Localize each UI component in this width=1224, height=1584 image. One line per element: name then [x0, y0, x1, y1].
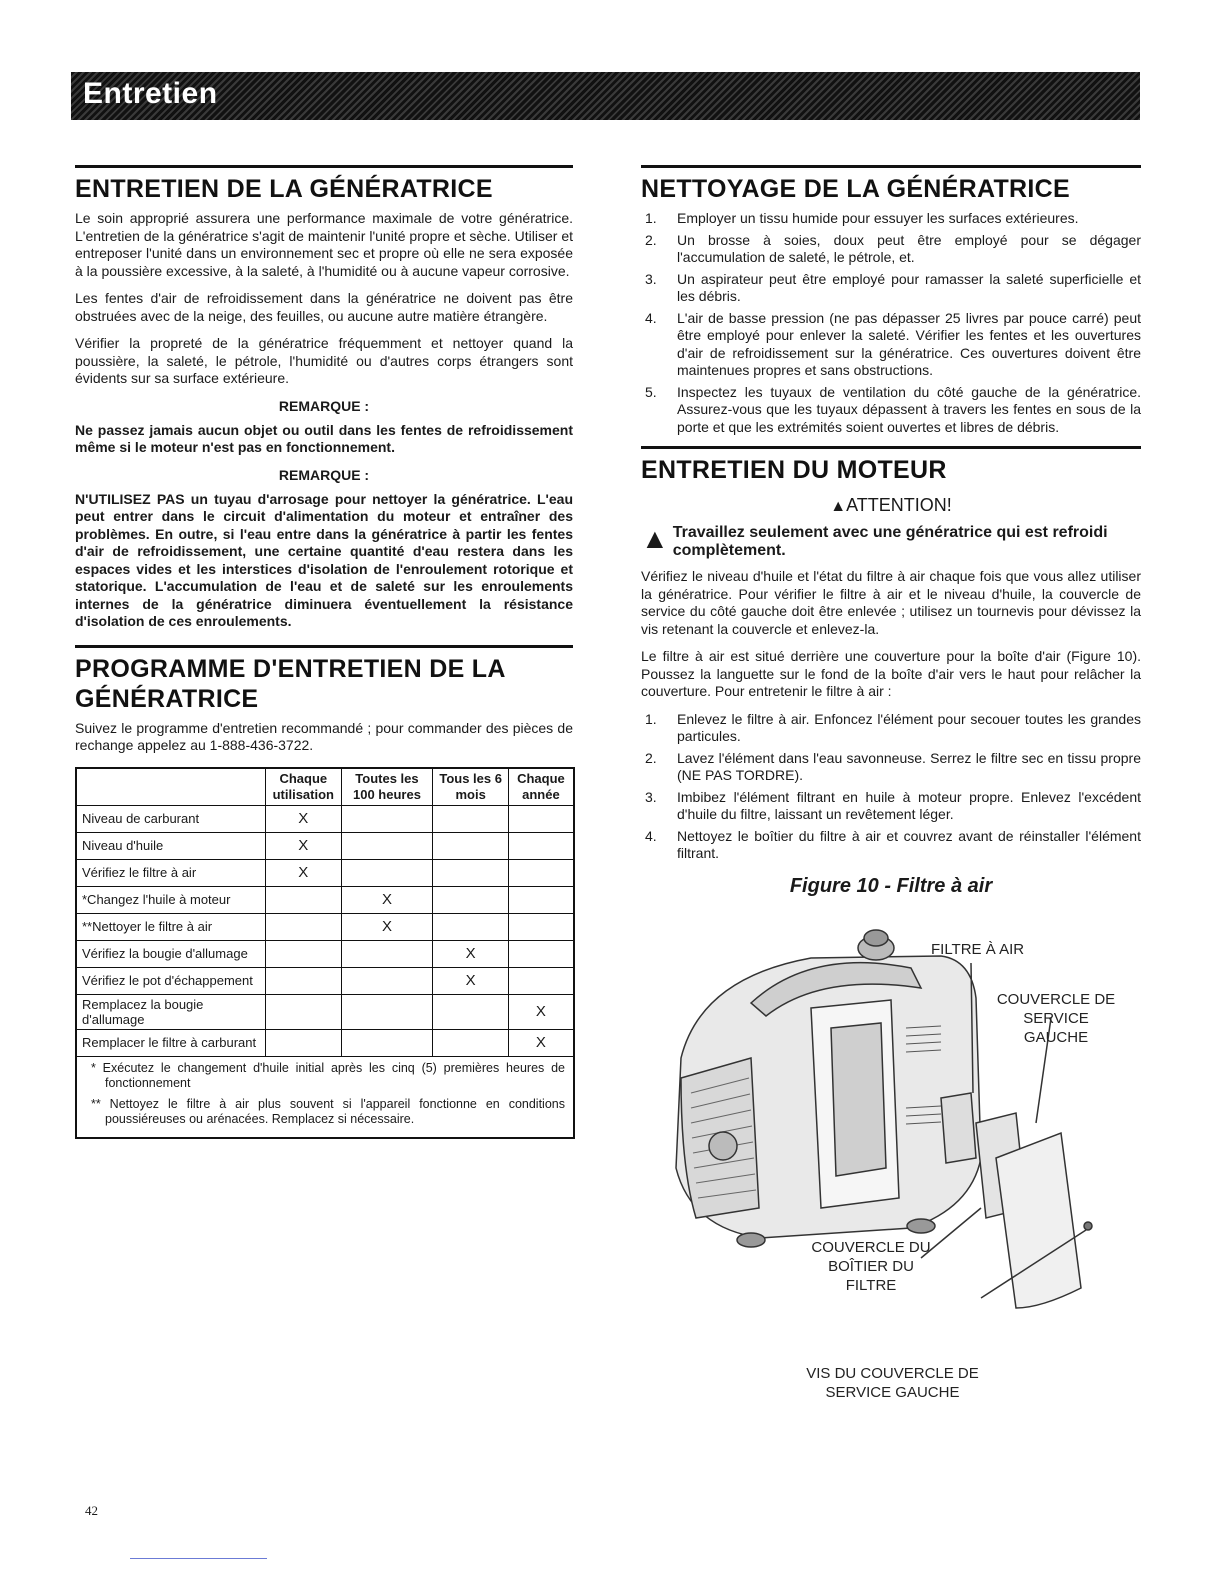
- table-task-cell: Vérifiez le pot d'échappement: [76, 967, 266, 994]
- list-item-text: Lavez l'élément dans l'eau savonneuse. Serrez le filtre sec en tissu propre (NE PAS TORDRE).: [677, 749, 1141, 783]
- schedule-title: PROGRAMME D'ENTRETIEN DE LA GÉNÉRATRICE: [75, 654, 505, 713]
- list-item-number: 4.: [645, 827, 657, 844]
- page-number: 42: [85, 1503, 98, 1518]
- table-task-cell: Vérifiez le filtre à air: [76, 859, 266, 886]
- list-item-number: 4.: [645, 309, 657, 326]
- table-mark-cell: [508, 832, 574, 859]
- generator-maintenance-title: ENTRETIEN DE LA GÉNÉRATRICE: [75, 175, 493, 203]
- section-rule: [75, 165, 573, 168]
- table-mark-cell: X: [433, 967, 508, 994]
- label-left-service-cover: COUVERCLE DE SERVICE GAUCHE: [996, 990, 1116, 1046]
- table-mark-cell: [341, 967, 433, 994]
- section-rule: [641, 165, 1141, 168]
- table-row: [76, 940, 574, 967]
- table-mark-cell: [266, 967, 341, 994]
- list-item-number: 3.: [645, 788, 657, 805]
- label-air-filter: FILTRE À AIR: [931, 940, 1025, 958]
- table-row: [76, 994, 574, 1029]
- banner-title: Entretien: [83, 77, 218, 110]
- table-mark-cell: X: [508, 1029, 574, 1056]
- list-item: [641, 789, 1141, 824]
- list-item-number: 1.: [645, 210, 657, 226]
- table-task-cell: *Changez l'huile à moteur: [76, 886, 266, 913]
- table-mark-cell: X: [341, 913, 433, 940]
- table-row: [76, 832, 574, 859]
- schedule-paragraph: Suivez le programme d'entretien recommandé ; pour commander des pièces de rechange appelez au 1-888-436-3722.: [75, 719, 573, 753]
- warning-triangle-icon: ▲: [641, 523, 669, 554]
- footnote-1: * Exécutez le changement d'huile initial après les cinq (5) premières heures de fonctionnement: [91, 1060, 565, 1090]
- table-header-cell: [76, 768, 266, 806]
- list-item: [641, 310, 1141, 380]
- table-header-cell: Tous les 6 mois: [433, 768, 508, 806]
- warning-text: Travaillez seulement avec une génératrice qui est refroidi complètement.: [672, 524, 1108, 559]
- list-item-number: 3.: [645, 270, 657, 287]
- table-mark-cell: [508, 940, 574, 967]
- table-mark-cell: X: [433, 940, 508, 967]
- air-filter-figure: [641, 908, 1141, 1328]
- note-body-2: N'UTILISEZ PAS un tuyau d'arrosage pour nettoyer la génératrice. L'eau peut entrer dans le circuit d'alimentation du moteur et entraîner des problèmes. En outre, si l'eau entre dans la génératrice à partir les fentes d'air de refroidissement, une certaine quantité d'eau restera dans les espaces vides et les interstices d'isolation de l'enroulement rotorique et statorique. L'accumulation de l'eau et de saleté sur les enroulements internes de la génératrice diminuera éventuellement la résistance d'isolation de ces enroulements.: [75, 490, 573, 629]
- table-mark-cell: [433, 1029, 508, 1056]
- table-mark-cell: [508, 859, 574, 886]
- list-item: [641, 210, 1141, 228]
- table-mark-cell: [341, 805, 433, 832]
- table-task-cell: Remplacer le filtre à carburant: [76, 1029, 266, 1056]
- list-item-text: Un aspirateur peut être employé pour ramasser la saleté superficielle et les débris.: [677, 270, 1141, 304]
- table-mark-cell: [433, 859, 508, 886]
- table-mark-cell: [508, 913, 574, 940]
- note-title-2: REMARQUE :: [278, 466, 370, 483]
- table-mark-cell: [341, 1029, 433, 1056]
- table-header-cell: Chaque année: [508, 768, 574, 806]
- list-item: [641, 271, 1141, 306]
- table-header-cell: Chaque utilisation: [266, 768, 341, 806]
- motor-paragraph-1: Vérifiez le niveau d'huile et l'état du filtre à air chaque fois que vous allez utiliser la génératrice. Pour vérifier le filtre à air et le niveau d'huile, la couvercle de service du côté gauche doit être enlevée ; utilisez un tournevis pour dévissez la vis retenant la couvercle et enlevez-la.: [641, 568, 1141, 637]
- table-mark-cell: [433, 832, 508, 859]
- table-mark-cell: [433, 994, 508, 1029]
- table-mark-cell: X: [266, 805, 341, 832]
- list-item-text: L'air de basse pression (ne pas dépasser 25 livres par pouce carré) peut être employé pour enlever la saleté. Vérifier les fentes et les ouvertures d'air de refroidissement sur la génératrice. Ces ouvertures doivent être maintenues propres et sans obstructions.: [677, 309, 1141, 378]
- table-footnote-row: [76, 1056, 574, 1138]
- table-mark-cell: [341, 940, 433, 967]
- warning-triangle-icon: ▲: [830, 498, 847, 515]
- label-filter-box-cover: COUVERCLE DU BOÎTIER DU FILTRE: [811, 1238, 931, 1294]
- section-rule: [75, 645, 573, 648]
- table-mark-cell: [266, 994, 341, 1029]
- list-item-text: Enlevez le filtre à air. Enfoncez l'élément pour secouer toutes les grandes particules.: [677, 710, 1141, 744]
- table-mark-cell: X: [508, 994, 574, 1029]
- motor-maintenance-title: ENTRETIEN DU MOTEUR: [641, 456, 947, 484]
- table-row: [76, 805, 574, 832]
- table-task-cell: Remplacez la bougie d'allumage: [76, 994, 266, 1029]
- note-title-1: REMARQUE :: [278, 397, 370, 414]
- filter-list: [641, 711, 1141, 863]
- list-item-number: 2.: [645, 231, 657, 248]
- left-column: [75, 165, 573, 1139]
- generator-paragraph-2: Les fentes d'air de refroidissement dans la génératrice ne doivent pas être obstruées avec de la neige, des feuilles, ou aucune autre matière étrangère.: [75, 290, 573, 324]
- table-header-cell: Toutes les 100 heures: [341, 768, 433, 806]
- table-row: [76, 886, 574, 913]
- cleaning-title: NETTOYAGE DE LA GÉNÉRATRICE: [641, 175, 1070, 203]
- table-mark-cell: [433, 913, 508, 940]
- list-item-number: 5.: [645, 383, 657, 400]
- section-rule: [641, 446, 1141, 449]
- table-mark-cell: [341, 832, 433, 859]
- figure-caption: Figure 10 - Filtre à air: [789, 874, 993, 897]
- table-mark-cell: [433, 805, 508, 832]
- table-footnotes: [76, 1056, 574, 1138]
- generator-paragraph-1: Le soin approprié assurera une performance maximale de votre génératrice. L'entretien de la génératrice s'agit de maintenir l'unité propre et sèche. Utiliser et entreposer l'unité dans un environnement sec et propre où elle ne sera exposée à la poussière excessive, à la saleté, à l'humidité ou à aucune vapeur corrosive.: [75, 210, 573, 279]
- table-task-cell: Niveau d'huile: [76, 832, 266, 859]
- table-task-cell: Vérifiez la bougie d'allumage: [76, 940, 266, 967]
- table-mark-cell: [341, 994, 433, 1029]
- table-mark-cell: [266, 886, 341, 913]
- table-task-cell: Niveau de carburant: [76, 805, 266, 832]
- table-mark-cell: [266, 1029, 341, 1056]
- list-item: [641, 711, 1141, 746]
- cleaning-list: [641, 210, 1141, 436]
- list-item-number: 1.: [645, 710, 657, 727]
- table-mark-cell: X: [266, 832, 341, 859]
- maintenance-schedule-table: [75, 767, 575, 1139]
- section-banner: [71, 72, 1140, 120]
- list-item-text: Imbibez l'élément filtrant en huile à moteur propre. Enlevez l'excédent d'huile du filtre, laissant un revêtement léger.: [677, 788, 1141, 822]
- footnote-2: ** Nettoyez le filtre à air plus souvent si l'appareil fonctionne en conditions poussiéreuses ou arénacées. Remplacez si nécessaire.: [91, 1096, 565, 1126]
- list-item-text: Un brosse à soies, doux peut être employé pour se dégager l'accumulation de saleté, le pétrole, et.: [677, 231, 1141, 265]
- list-item: [641, 384, 1141, 437]
- table-mark-cell: [508, 967, 574, 994]
- list-item-text: Nettoyez le boîtier du filtre à air et couvrez avant de réinstaller l'élément filtrant.: [677, 827, 1141, 861]
- list-item-text: Inspectez les tuyaux de ventilation du côté gauche de la génératrice. Assurez-vous que les tuyaux dépassent à travers les fentes en sous de la porte et que les extrémités soient ouvertes et libres de débris.: [677, 383, 1141, 435]
- right-column: [641, 165, 1141, 1328]
- bottom-rule: [130, 1558, 267, 1559]
- motor-paragraph-2: Le filtre à air est situé derrière une couverture pour la boîte d'air (Figure 10). Poussez la languette sur le fond de la boîte d'air vers le haut pour relâcher la couverture. Pour entretenir le filtre à air :: [641, 648, 1141, 699]
- table-mark-cell: X: [341, 886, 433, 913]
- table-row: [76, 967, 574, 994]
- table-mark-cell: [433, 886, 508, 913]
- list-item: [641, 828, 1141, 863]
- list-item-text: Employer un tissu humide pour essuyer les surfaces extérieures.: [677, 210, 1079, 226]
- generator-paragraph-3: Vérifier la propreté de la génératrice fréquemment et nettoyer quand la poussière, la saleté, le pétrole, l'humidité ou d'autres corps étrangers sont évidents sur sa surface extérieure.: [75, 335, 573, 386]
- table-row: [76, 1029, 574, 1056]
- label-left-service-cover-screw: VIS DU COUVERCLE DE SERVICE GAUCHE: [806, 1365, 979, 1401]
- table-mark-cell: [266, 913, 341, 940]
- table-mark-cell: [266, 940, 341, 967]
- attention-text: ATTENTION!: [846, 495, 952, 515]
- list-item: [641, 750, 1141, 785]
- table-mark-cell: [508, 886, 574, 913]
- list-item-number: 2.: [645, 749, 657, 766]
- table-mark-cell: X: [266, 859, 341, 886]
- table-header-row: [76, 768, 574, 806]
- attention-heading: [641, 495, 1141, 516]
- table-mark-cell: [508, 805, 574, 832]
- table-row: [76, 859, 574, 886]
- warning-box: [641, 524, 1141, 560]
- note-body-1: Ne passez jamais aucun objet ou outil dans les fentes de refroidissement même si le moteur n'est pas en fonctionnement.: [75, 421, 573, 455]
- table-row: [76, 913, 574, 940]
- table-task-cell: **Nettoyer le filtre à air: [76, 913, 266, 940]
- list-item: [641, 232, 1141, 267]
- table-mark-cell: [341, 859, 433, 886]
